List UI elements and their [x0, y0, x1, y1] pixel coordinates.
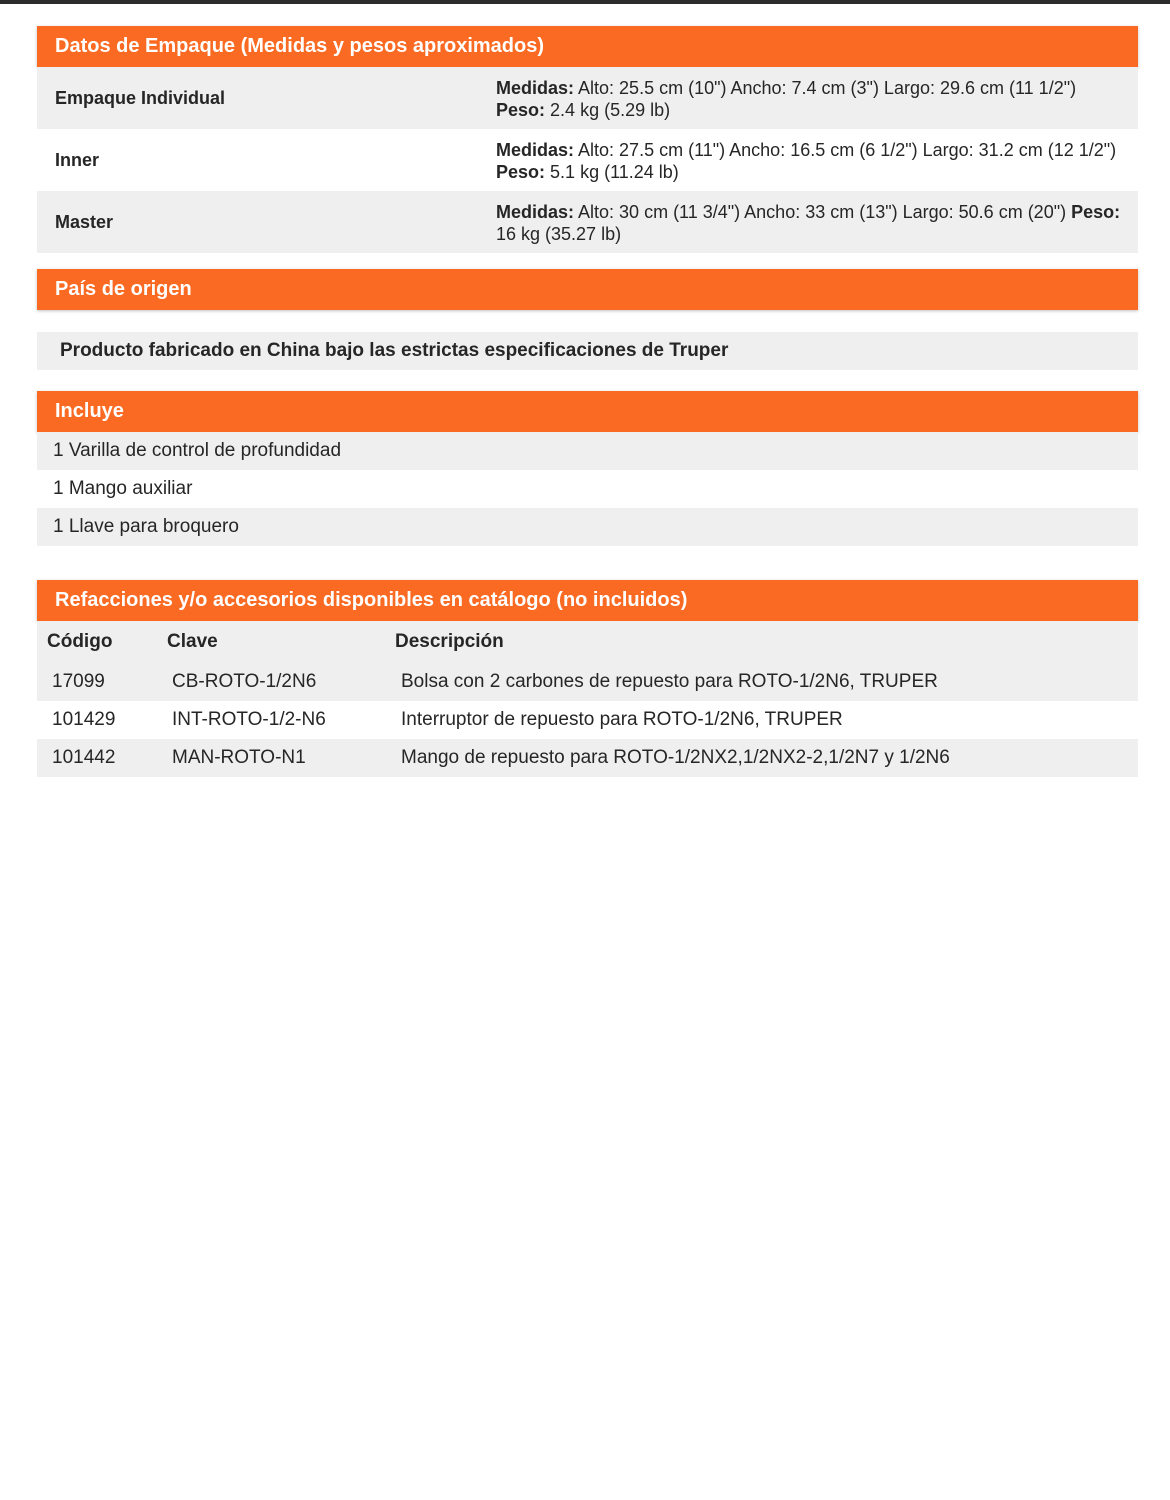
table-row — [37, 739, 1138, 777]
list-item: 1 Varilla de control de profundidad — [37, 432, 1138, 470]
cell-codigo: 101442 — [52, 747, 116, 768]
peso-value: 5.1 kg (11.24 lb) — [550, 162, 679, 182]
cell-codigo: 101429 — [52, 709, 116, 730]
origin-body — [37, 332, 1138, 370]
medidas-label: Medidas: — [496, 140, 575, 160]
column-header-codigo: Código — [47, 631, 113, 652]
table-row — [37, 663, 1138, 701]
medidas-label: Medidas: — [496, 202, 575, 222]
spare-parts-section — [37, 580, 1138, 777]
peso-label: Peso: — [496, 162, 546, 182]
table-header-row — [37, 621, 1138, 663]
includes-header: Incluye — [37, 391, 1138, 432]
includes-section — [37, 391, 1138, 546]
table-row — [37, 701, 1138, 739]
origin-section — [37, 269, 1138, 310]
peso-label: Peso: — [1071, 202, 1121, 222]
packaging-row-inner — [37, 129, 1138, 191]
cell-clave: MAN-ROTO-N1 — [172, 747, 306, 768]
origin-text: Producto fabricado en China bajo las estrictas especificaciones de Truper — [37, 332, 1138, 370]
packaging-row-individual — [37, 67, 1138, 129]
medidas-value: Alto: 30 cm (11 3/4") Ancho: 33 cm (13") Largo: 50.6 cm (20") — [578, 202, 1067, 222]
list-item: 1 Mango auxiliar — [37, 470, 1138, 508]
packaging-row-value — [496, 77, 1126, 121]
packaging-row-master — [37, 191, 1138, 253]
list-item: 1 Llave para broquero — [37, 508, 1138, 546]
spare-parts-header: Refacciones y/o accesorios disponibles en catálogo (no incluidos) — [37, 580, 1138, 621]
peso-label: Peso: — [496, 100, 546, 120]
peso-value: 2.4 kg (5.29 lb) — [550, 100, 671, 120]
medidas-value: Alto: 25.5 cm (10") Ancho: 7.4 cm (3") Largo: 29.6 cm (11 1/2") — [578, 78, 1077, 98]
packaging-row-value — [496, 139, 1126, 183]
cell-clave: CB-ROTO-1/2N6 — [172, 671, 317, 692]
cell-descripcion: Interruptor de repuesto para ROTO-1/2N6, TRUPER — [401, 709, 843, 730]
cell-descripcion: Bolsa con 2 carbones de repuesto para ROTO-1/2N6, TRUPER — [401, 671, 938, 692]
packaging-row-value — [496, 201, 1126, 245]
packaging-row-label: Empaque Individual — [55, 88, 226, 108]
cell-codigo: 17099 — [52, 671, 105, 692]
packaging-section — [37, 26, 1138, 253]
origin-header: País de origen — [37, 269, 1138, 310]
packaging-header: Datos de Empaque (Medidas y pesos aproximados) — [37, 26, 1138, 67]
cell-clave: INT-ROTO-1/2-N6 — [172, 709, 326, 730]
column-header-descripcion: Descripción — [395, 631, 504, 652]
medidas-label: Medidas: — [496, 78, 575, 98]
medidas-value: Alto: 27.5 cm (11") Ancho: 16.5 cm (6 1/2") Largo: 31.2 cm (12 1/2") — [578, 140, 1117, 160]
cell-descripcion: Mango de repuesto para ROTO-1/2NX2,1/2NX2-2,1/2N7 y 1/2N6 — [401, 747, 950, 768]
packaging-row-label: Master — [55, 212, 114, 232]
packaging-row-label: Inner — [55, 150, 100, 170]
column-header-clave: Clave — [167, 631, 218, 652]
top-border-bar — [0, 0, 1170, 4]
peso-value: 16 kg (35.27 lb) — [496, 224, 622, 244]
